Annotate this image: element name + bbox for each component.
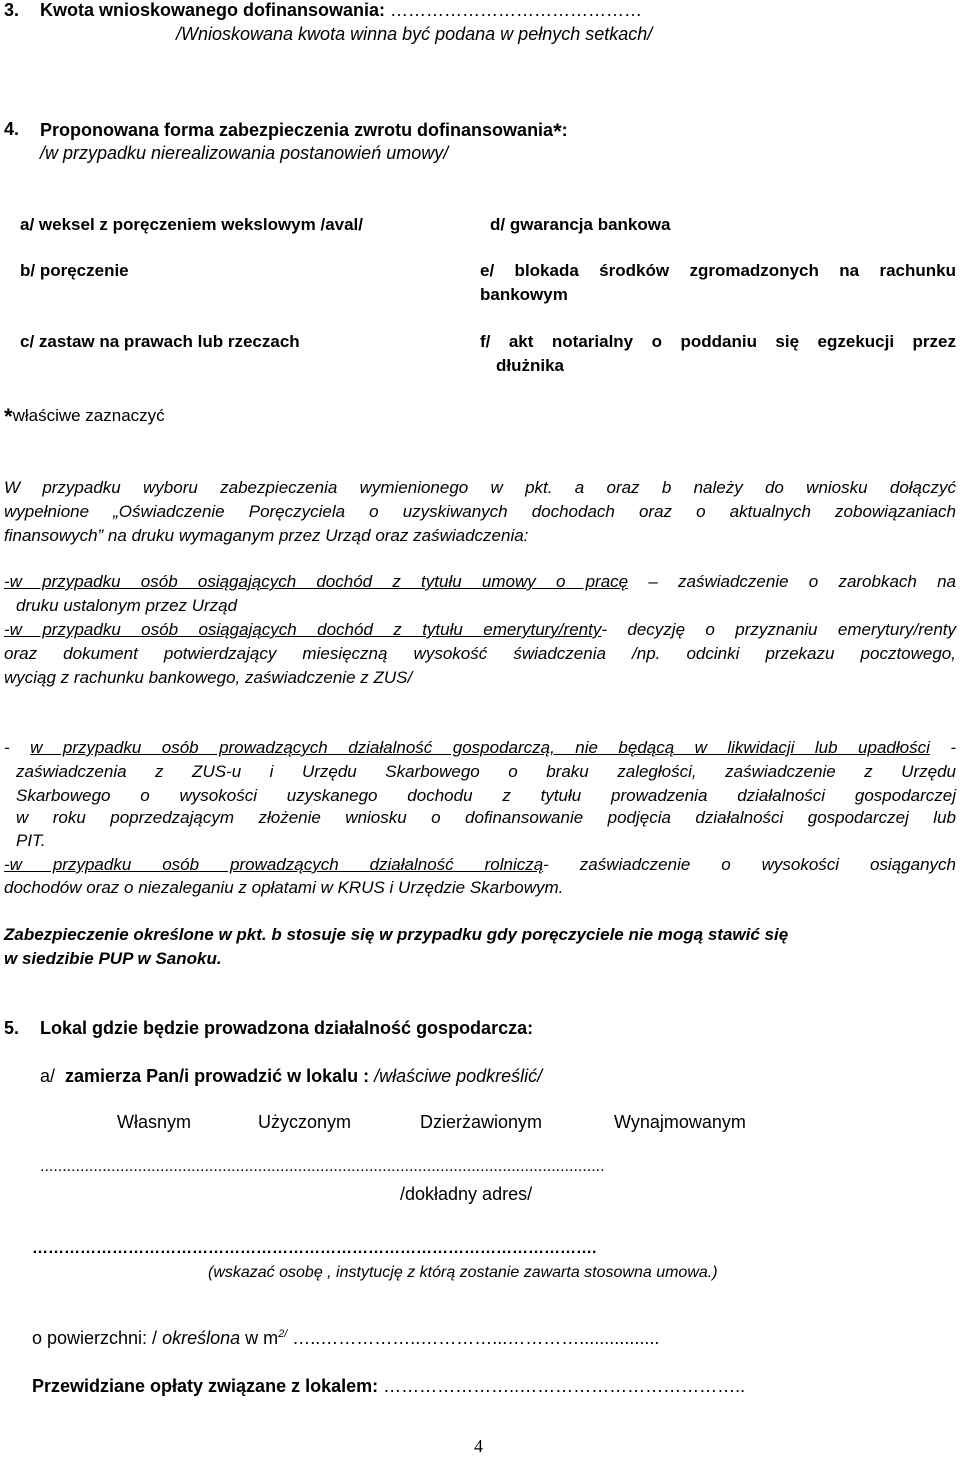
choice-wlasnym[interactable]: Własnym xyxy=(117,1112,192,1132)
page-number: 4 xyxy=(474,1436,483,1456)
bullet2-underlined: -w przypadku osób osiągających dochód z tytułu emerytury/renty xyxy=(4,620,602,639)
area-dots[interactable]: …..……………..…………...…………................ xyxy=(287,1328,660,1348)
bullet3-line3: Skarbowego o wysokości uzyskanego dochodu z tytułu prowadzenia działalności gospodarczej xyxy=(16,786,956,805)
area-line xyxy=(32,1328,956,1349)
bullet4-line2: dochodów oraz o niezaleganiu z opłatami w KRUS i Urzędzie Skarbowym. xyxy=(4,878,564,897)
item3-number: 3. xyxy=(4,0,20,20)
item5-a-prefix: a/ xyxy=(40,1066,56,1086)
item4-heading: Proponowana forma zabezpieczenia zwrotu dofinansowania xyxy=(40,120,554,140)
item4-number: 4. xyxy=(4,119,20,139)
bullet4-underlined: -w przypadku osób prowadzących działalność rolniczą xyxy=(4,855,544,874)
option-a: a/ weksel z poręczeniem wekslowym /aval/ xyxy=(20,215,364,234)
fees-label: Przewidziane opłaty związane z lokalem: xyxy=(32,1376,379,1396)
choice-dzierzawionym[interactable]: Dzierżawionym xyxy=(420,1112,543,1132)
footnote-line xyxy=(4,404,165,430)
option-e-line2: bankowym xyxy=(480,285,568,304)
bullet3-line2: zaświadczenia z ZUS-u i Urzędu Skarbowego o braku zaległości, zaświadczenie z Urzędu xyxy=(16,762,956,781)
address-label: /dokładny adres/ xyxy=(400,1184,533,1204)
bullet2-line1 xyxy=(4,620,956,640)
bullet4-rest: - zaświadczenie o wysokości osiąganych xyxy=(543,855,956,874)
item5-a-line xyxy=(40,1066,542,1087)
item3-heading: Kwota wnioskowanego dofinansowania: xyxy=(40,0,386,20)
bullet3-line1 xyxy=(4,738,956,758)
bullet3-line4: w roku poprzedzającym złożenie wniosku o dofinansowanie podjęcia działalności gospodarczej lub xyxy=(16,808,956,827)
fees-line xyxy=(32,1376,956,1397)
para-w-line1: W przypadku wyboru zabezpieczenia wymienionego w pkt. a oraz b należy do wniosku dołączyć xyxy=(4,478,956,497)
area-label: o powierzchni: / xyxy=(32,1328,163,1348)
bullet2-line3: wyciąg z rachunku bankowego, zaświadczenie z ZUS/ xyxy=(4,668,413,687)
item4-star: * xyxy=(553,119,562,144)
person-note: (wskazać osobę , instytucję z którą zostanie zawarta stosowna umowa.) xyxy=(208,1264,718,1281)
item3-heading-line xyxy=(40,0,642,21)
para-w-line2: wypełnione „Oświadczenie Poręczyciela o uzyskiwanych dochodach oraz o aktualnych zobowiązaniach xyxy=(4,502,956,521)
area-sup: 2/ xyxy=(278,1328,288,1340)
item3-dots: …………………………………… xyxy=(385,0,643,20)
bullet3-underlined: w przypadku osób prowadzących działalność gospodarczą, nie będącą w likwidacji lub upadłości xyxy=(30,738,930,757)
option-f-line2: dłużnika xyxy=(496,356,565,375)
option-f-line1: f/ akt notarialny o poddaniu się egzekucji przez xyxy=(480,332,956,351)
choice-uzyczonym[interactable]: Użyczonym xyxy=(258,1112,352,1132)
item3-note: /Wnioskowana kwota winna być podana w pełnych setkach/ xyxy=(176,24,653,44)
bullet1-line2: druku ustalonym przez Urząd xyxy=(16,596,238,615)
option-c: c/ zastaw na prawach lub rzeczach xyxy=(20,332,300,351)
bullet1-rest: – zaświadczenie o zarobkach na xyxy=(628,572,956,591)
option-b: b/ poręczenie xyxy=(20,261,129,280)
address-dots[interactable]: ............................................................................................................................... xyxy=(40,1158,605,1175)
footnote-star: * xyxy=(4,404,13,429)
bullet1-line1 xyxy=(4,572,956,592)
item5-a-note: /właściwe podkreślić/ xyxy=(369,1066,543,1086)
bullet3-rest: - xyxy=(929,738,956,757)
bullet1-underlined: -w przypadku osób osiągających dochód z tytułu umowy o pracę xyxy=(4,572,629,591)
item4-heading-line xyxy=(40,119,568,145)
zabezp-line1: Zabezpieczenie określone w pkt. b stosuje się w przypadku gdy poręczyciele nie mogą stawić się xyxy=(4,925,789,944)
item5-number: 5. xyxy=(4,1018,20,1038)
person-dots[interactable]: ……………………………………………………………………………………………. xyxy=(32,1240,597,1257)
item5-a-question: zamierza Pan/i prowadzić w lokalu : xyxy=(65,1066,370,1086)
fees-dots[interactable]: …………………..……………………………….. xyxy=(378,1376,746,1396)
item4-colon: : xyxy=(561,120,568,140)
bullet2-line2: oraz dokument potwierdzający miesięczną wysokość świadczenia /np. odcinki przekazu pocztowego, xyxy=(4,644,956,663)
para-w-line3: finansowych” na druku wymaganym przez Urząd oraz zaświadczenia: xyxy=(4,526,529,545)
zabezp-line2: w siedzibie PUP w Sanoku. xyxy=(4,949,222,968)
choice-wynajmowanym[interactable]: Wynajmowanym xyxy=(614,1112,746,1132)
footnote-text: właściwe zaznaczyć xyxy=(12,406,165,425)
item4-note: /w przypadku nierealizowania postanowień umowy/ xyxy=(40,143,449,163)
area-label2: w m xyxy=(240,1328,279,1348)
item5-heading: Lokal gdzie będzie prowadzona działalność gospodarcza: xyxy=(40,1018,534,1038)
bullet4-line1 xyxy=(4,855,956,875)
option-d: d/ gwarancja bankowa xyxy=(490,215,671,234)
bullet2-rest: - decyzję o przyznaniu emerytury/renty xyxy=(601,620,956,639)
bullet3-line5: PIT. xyxy=(16,831,46,850)
area-italic: określona xyxy=(162,1328,241,1348)
bullet3-prefix: - xyxy=(4,738,31,757)
option-e-line1: e/ blokada środków zgromadzonych na rachunku xyxy=(480,261,956,280)
